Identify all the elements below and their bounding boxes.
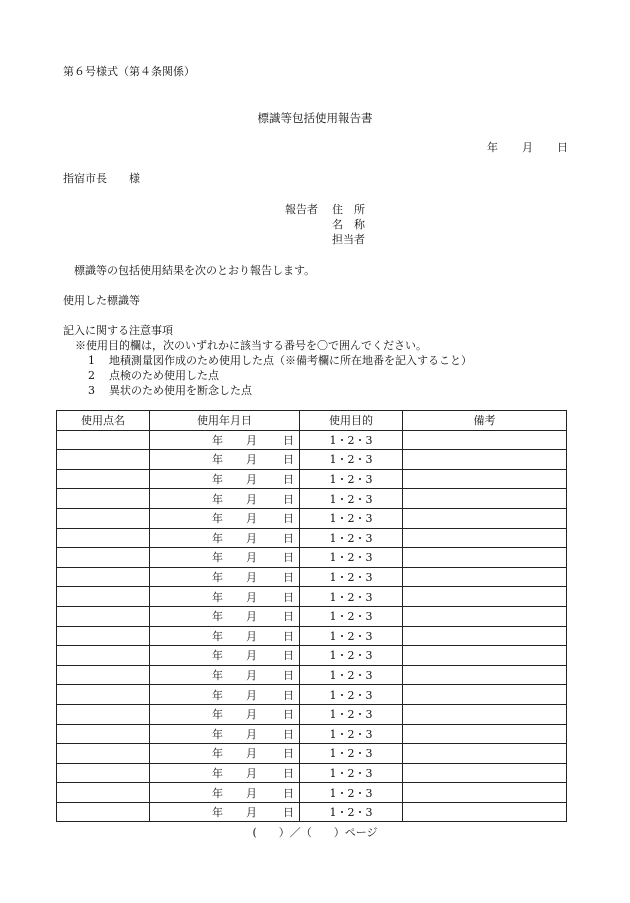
header-point-name: 使用点名 [57, 411, 150, 431]
point-name-cell[interactable] [57, 587, 150, 607]
remarks-cell[interactable] [403, 626, 567, 646]
usage-date-cell[interactable] [150, 430, 300, 450]
table-row [57, 489, 567, 509]
form-number: 第６号様式（第４条関係） [63, 65, 195, 78]
day-label: 日 [283, 453, 294, 467]
year-label: 年 [212, 786, 223, 800]
remarks-cell[interactable] [403, 489, 567, 509]
month-label: 月 [246, 473, 257, 487]
month-label: 月 [246, 531, 257, 545]
usage-date-cell[interactable] [150, 548, 300, 568]
year-label: 年 [212, 806, 223, 820]
purpose-cell[interactable]: 1・2・3 [300, 508, 403, 528]
day-label: 日 [283, 766, 294, 780]
usage-date-cell[interactable] [150, 626, 300, 646]
month-label: 月 [246, 610, 257, 624]
date-year-label: 年 [487, 141, 498, 154]
remarks-cell[interactable] [403, 685, 567, 705]
month-label: 月 [246, 649, 257, 663]
purpose-cell[interactable]: 1・2・3 [300, 567, 403, 587]
remarks-cell[interactable] [403, 587, 567, 607]
point-name-cell[interactable] [57, 802, 150, 822]
purpose-cell[interactable]: 1・2・3 [300, 744, 403, 764]
reporter-contact-label: 担当者 [332, 233, 365, 246]
table-row [57, 783, 567, 803]
purpose-cell[interactable]: 1・2・3 [300, 430, 403, 450]
day-label: 日 [283, 688, 294, 702]
point-name-cell[interactable] [57, 685, 150, 705]
remarks-cell[interactable] [403, 802, 567, 822]
notes-instruction: ※使用目的欄は，次のいずれかに該当する番号を〇で囲んでください。 [75, 339, 427, 352]
remarks-cell[interactable] [403, 469, 567, 489]
day-label: 日 [283, 708, 294, 722]
year-label: 年 [212, 688, 223, 702]
day-label: 日 [283, 786, 294, 800]
year-label: 年 [212, 669, 223, 683]
reporter-label: 報告者 [285, 203, 318, 216]
year-label: 年 [212, 453, 223, 467]
usage-date-cell[interactable] [150, 724, 300, 744]
section-label: 使用した標識等 [63, 294, 140, 307]
table-row [57, 528, 567, 548]
remarks-cell[interactable] [403, 646, 567, 666]
year-label: 年 [212, 766, 223, 780]
table-row [57, 469, 567, 489]
purpose-cell[interactable]: 1・2・3 [300, 489, 403, 509]
purpose-cell[interactable]: 1・2・3 [300, 704, 403, 724]
month-label: 月 [246, 629, 257, 643]
day-label: 日 [283, 727, 294, 741]
point-name-cell[interactable] [57, 704, 150, 724]
header-remarks: 備考 [403, 411, 567, 431]
month-label: 月 [246, 708, 257, 722]
year-label: 年 [212, 571, 223, 585]
point-name-cell[interactable] [57, 469, 150, 489]
remarks-cell[interactable] [403, 665, 567, 685]
usage-date-cell[interactable] [150, 489, 300, 509]
year-label: 年 [212, 590, 223, 604]
year-label: 年 [212, 433, 223, 447]
addressee-name: 指宿市長 [63, 172, 107, 185]
table-header-row [57, 411, 567, 431]
reporter-name-label: 名 称 [332, 218, 365, 231]
table-row [57, 665, 567, 685]
usage-date-cell[interactable] [150, 646, 300, 666]
month-label: 月 [246, 669, 257, 683]
remarks-cell[interactable] [403, 450, 567, 470]
usage-date-cell[interactable] [150, 587, 300, 607]
month-label: 月 [246, 571, 257, 585]
table-row [57, 450, 567, 470]
table-row [57, 508, 567, 528]
day-label: 日 [283, 551, 294, 565]
year-label: 年 [212, 551, 223, 565]
date-month-label: 月 [522, 141, 533, 154]
table-row [57, 685, 567, 705]
usage-date-cell[interactable] [150, 567, 300, 587]
note-item-text: 地積測量図作成のため使用した点（※備考欄に所在地番を記入すること） [109, 354, 472, 367]
note-item-number: 3 [88, 384, 95, 397]
purpose-cell[interactable]: 1・2・3 [300, 685, 403, 705]
purpose-cell[interactable]: 1・2・3 [300, 548, 403, 568]
day-label: 日 [283, 433, 294, 447]
purpose-cell[interactable]: 1・2・3 [300, 450, 403, 470]
point-name-cell[interactable] [57, 626, 150, 646]
usage-date-cell[interactable] [150, 763, 300, 783]
point-name-cell[interactable] [57, 489, 150, 509]
day-label: 日 [283, 669, 294, 683]
month-label: 月 [246, 492, 257, 506]
page-title: 標識等包括使用報告書 [257, 111, 373, 125]
month-label: 月 [246, 766, 257, 780]
table-row [57, 548, 567, 568]
usage-date-cell[interactable] [150, 450, 300, 470]
day-label: 日 [283, 512, 294, 526]
usage-date-cell[interactable] [150, 802, 300, 822]
year-label: 年 [212, 531, 223, 545]
point-name-cell[interactable] [57, 763, 150, 783]
purpose-cell[interactable]: 1・2・3 [300, 528, 403, 548]
usage-date-cell[interactable] [150, 528, 300, 548]
table-row [57, 744, 567, 764]
month-label: 月 [246, 806, 257, 820]
year-label: 年 [212, 492, 223, 506]
purpose-cell[interactable]: 1・2・3 [300, 587, 403, 607]
table-row [57, 567, 567, 587]
day-label: 日 [283, 629, 294, 643]
note-item [88, 367, 219, 383]
point-name-cell[interactable] [57, 508, 150, 528]
year-label: 年 [212, 708, 223, 722]
month-label: 月 [246, 590, 257, 604]
point-name-cell[interactable] [57, 606, 150, 626]
report-statement: 標識等の包括使用結果を次のとおり報告します。 [74, 264, 316, 277]
purpose-cell[interactable]: 1・2・3 [300, 724, 403, 744]
month-label: 月 [246, 453, 257, 467]
purpose-cell[interactable]: 1・2・3 [300, 469, 403, 489]
usage-date-cell[interactable] [150, 744, 300, 764]
note-item-number: 1 [88, 354, 95, 367]
remarks-cell[interactable] [403, 508, 567, 528]
point-name-cell[interactable] [57, 665, 150, 685]
remarks-cell[interactable] [403, 548, 567, 568]
usage-date-cell[interactable] [150, 685, 300, 705]
note-item-text: 点検のため使用した点 [109, 369, 219, 382]
remarks-cell[interactable] [403, 567, 567, 587]
header-usage-date: 使用年月日 [150, 411, 300, 431]
page-counter: ( ）／（ ）ページ [252, 826, 378, 839]
usage-date-cell[interactable] [150, 469, 300, 489]
note-item [88, 352, 472, 368]
remarks-cell[interactable] [403, 763, 567, 783]
usage-table [56, 410, 567, 822]
day-label: 日 [283, 492, 294, 506]
purpose-cell[interactable]: 1・2・3 [300, 763, 403, 783]
table-row [57, 430, 567, 450]
year-label: 年 [212, 727, 223, 741]
day-label: 日 [283, 610, 294, 624]
year-label: 年 [212, 610, 223, 624]
month-label: 月 [246, 433, 257, 447]
month-label: 月 [246, 727, 257, 741]
table-row [57, 724, 567, 744]
year-label: 年 [212, 747, 223, 761]
month-label: 月 [246, 747, 257, 761]
point-name-cell[interactable] [57, 450, 150, 470]
usage-date-cell[interactable] [150, 606, 300, 626]
remarks-cell[interactable] [403, 783, 567, 803]
table-row [57, 802, 567, 822]
year-label: 年 [212, 649, 223, 663]
note-item-text: 異状のため使用を断念した点 [109, 384, 252, 397]
day-label: 日 [283, 747, 294, 761]
note-item [88, 382, 252, 398]
addressee-honorific: 様 [129, 172, 140, 185]
date-day-label: 日 [557, 141, 568, 154]
remarks-cell[interactable] [403, 528, 567, 548]
purpose-cell[interactable]: 1・2・3 [300, 783, 403, 803]
table-row [57, 646, 567, 666]
day-label: 日 [283, 649, 294, 663]
addressee [63, 170, 140, 186]
month-label: 月 [246, 688, 257, 702]
point-name-cell[interactable] [57, 744, 150, 764]
point-name-cell[interactable] [57, 646, 150, 666]
usage-date-cell[interactable] [150, 508, 300, 528]
table-row [57, 763, 567, 783]
month-label: 月 [246, 786, 257, 800]
usage-date-cell[interactable] [150, 665, 300, 685]
header-usage-purpose: 使用目的 [300, 411, 403, 431]
table-row [57, 704, 567, 724]
day-label: 日 [283, 473, 294, 487]
year-label: 年 [212, 512, 223, 526]
remarks-cell[interactable] [403, 724, 567, 744]
note-item-number: 2 [88, 369, 95, 382]
year-label: 年 [212, 473, 223, 487]
point-name-cell[interactable] [57, 567, 150, 587]
point-name-cell[interactable] [57, 528, 150, 548]
purpose-cell[interactable]: 1・2・3 [300, 626, 403, 646]
purpose-cell[interactable]: 1・2・3 [300, 646, 403, 666]
day-label: 日 [283, 531, 294, 545]
day-label: 日 [283, 590, 294, 604]
purpose-cell[interactable]: 1・2・3 [300, 802, 403, 822]
remarks-cell[interactable] [403, 430, 567, 450]
year-label: 年 [212, 629, 223, 643]
day-label: 日 [283, 806, 294, 820]
month-label: 月 [246, 551, 257, 565]
table-row [57, 587, 567, 607]
notes-heading: 記入に関する注意事項 [63, 324, 173, 337]
reporter-address-label: 住 所 [332, 203, 365, 216]
month-label: 月 [246, 512, 257, 526]
point-name-cell[interactable] [57, 430, 150, 450]
purpose-cell[interactable]: 1・2・3 [300, 665, 403, 685]
purpose-cell[interactable]: 1・2・3 [300, 606, 403, 626]
table-row [57, 606, 567, 626]
point-name-cell[interactable] [57, 783, 150, 803]
table-body [57, 430, 567, 822]
remarks-cell[interactable] [403, 704, 567, 724]
remarks-cell[interactable] [403, 744, 567, 764]
usage-date-cell[interactable] [150, 783, 300, 803]
point-name-cell[interactable] [57, 548, 150, 568]
day-label: 日 [283, 571, 294, 585]
table-row [57, 626, 567, 646]
point-name-cell[interactable] [57, 724, 150, 744]
remarks-cell[interactable] [403, 606, 567, 626]
usage-date-cell[interactable] [150, 704, 300, 724]
